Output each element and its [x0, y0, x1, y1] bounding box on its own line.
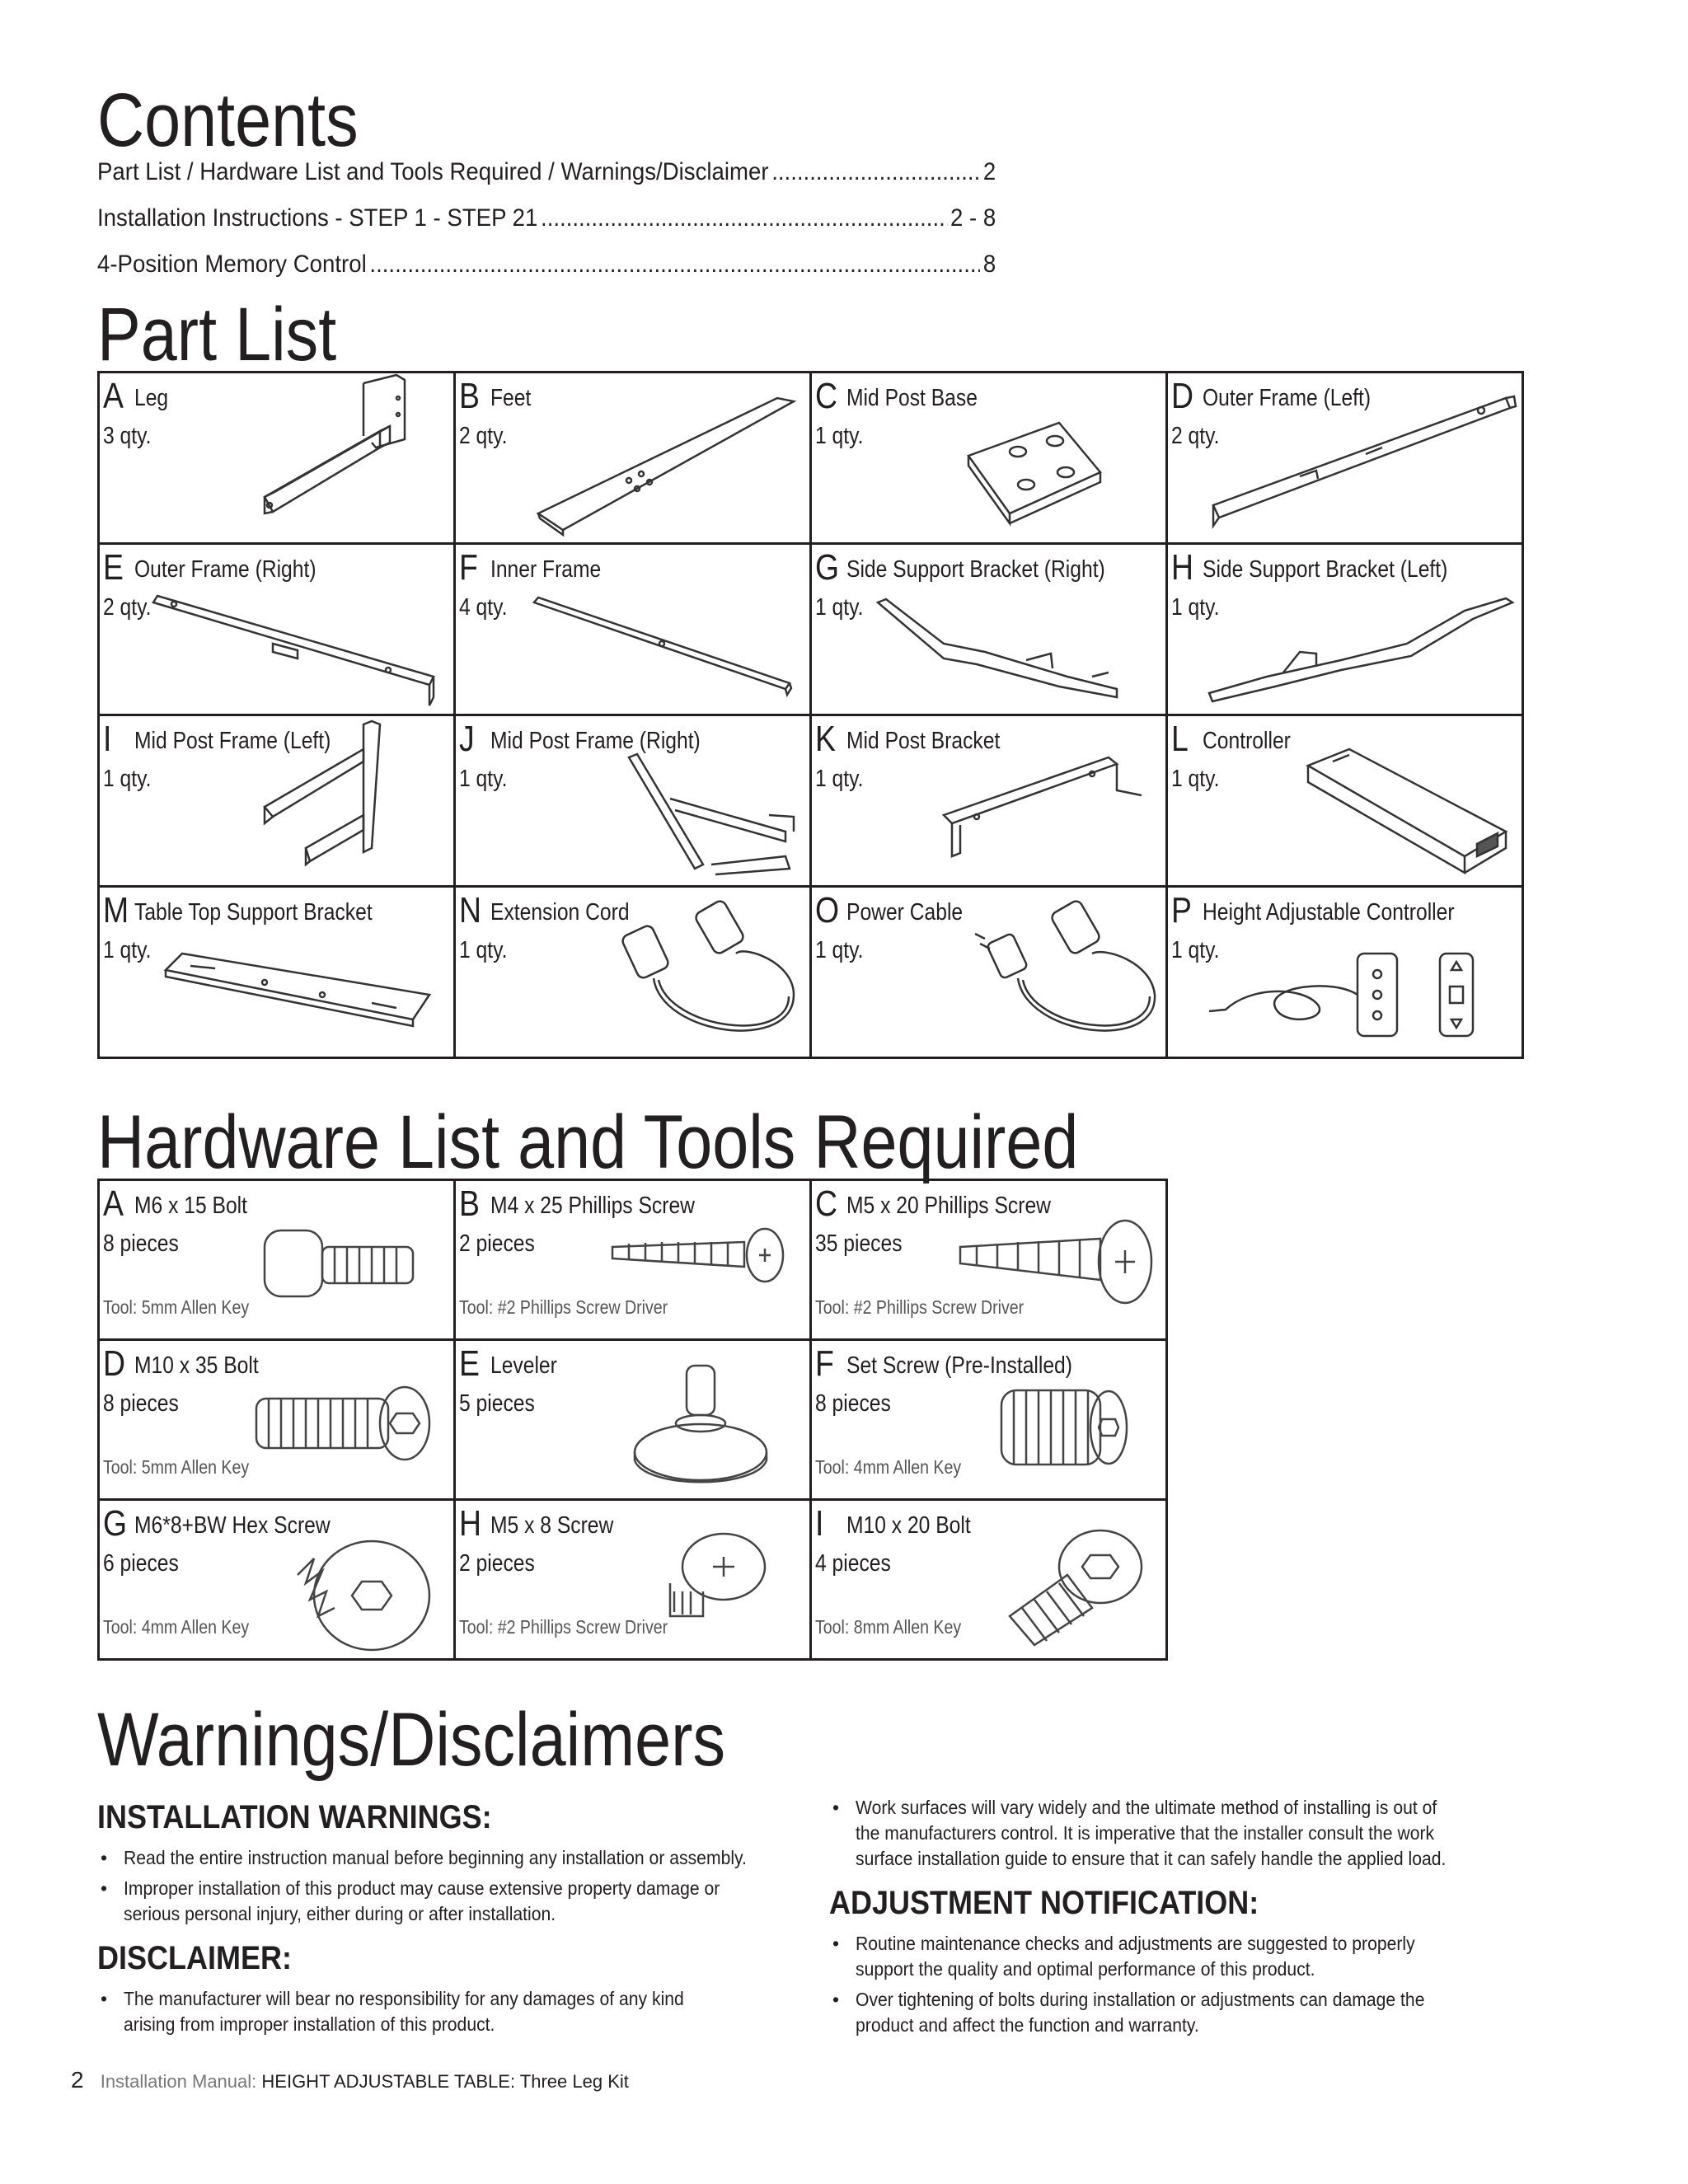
hardware-qty: 8 pieces [103, 1390, 179, 1417]
feet-illustration [530, 390, 802, 538]
hardware-name: M5 x 8 Screw [490, 1512, 614, 1539]
part-qty: 2 qty. [103, 594, 152, 621]
part-qty: 1 qty. [815, 423, 864, 449]
power-cable-illustration [968, 888, 1166, 1052]
hardware-cell-m5-phillips-screw [812, 1181, 1168, 1341]
installation-warnings-list [97, 1845, 806, 1927]
part-row [100, 373, 1524, 545]
part-letter: C [815, 376, 838, 416]
part-name: Mid Post Frame (Left) [134, 728, 331, 754]
part-name: Side Support Bracket (Left) [1203, 556, 1448, 583]
inner-frame-illustration [530, 594, 802, 710]
part-name: Mid Post Bracket [846, 728, 1001, 754]
hardware-tool: Tool: 8mm Allen Key [815, 1616, 962, 1638]
list-item [829, 1987, 1538, 2038]
hardware-row [100, 1181, 1168, 1341]
part-cell-mid-post-frame-right [456, 716, 812, 888]
hardware-tool: Tool: 5mm Allen Key [103, 1456, 250, 1478]
mid-post-frame-right-illustration [621, 749, 810, 881]
hardware-letter: G [103, 1503, 128, 1544]
hardware-qty: 8 pieces [103, 1230, 179, 1257]
part-letter: N [459, 890, 482, 930]
hardware-letter: D [103, 1343, 126, 1384]
warnings-title: Warnings/Disclaimers [97, 1698, 726, 1782]
part-letter: D [1171, 376, 1194, 416]
list-item-text: • Read the entire instruction manual before beginning any installation or assembly. [124, 1847, 747, 1868]
hardware-letter: C [815, 1183, 838, 1224]
part-letter: M [103, 890, 129, 930]
part-letter: L [1171, 719, 1189, 759]
hardware-qty: 4 pieces [815, 1550, 891, 1577]
disclaimer-heading: DISCLAIMER: [97, 1940, 292, 1976]
hardware-name: M10 x 35 Bolt [134, 1352, 259, 1379]
leveler-illustration [629, 1357, 777, 1497]
hardware-letter: H [459, 1503, 482, 1544]
part-qty: 1 qty. [815, 937, 864, 963]
part-letter: P [1171, 890, 1192, 930]
part-qty: 1 qty. [1171, 766, 1220, 792]
list-item [97, 1845, 806, 1871]
part-cell-power-cable [812, 888, 1168, 1059]
part-name: Inner Frame [490, 556, 602, 583]
hardware-letter: I [815, 1503, 824, 1544]
list-item-text: • The manufacturer will bear no responsibility for any damages of any kind arising from improper installation of this product. [124, 1988, 684, 2035]
m5-phillips-screw-illustration [952, 1214, 1158, 1321]
list-item-text: • Over tightening of bolts during installation or adjustments can damage the product and affect the function and warranty. [856, 1989, 1425, 2036]
hardware-letter: F [815, 1343, 834, 1384]
part-name: Height Adjustable Controller [1203, 899, 1455, 926]
part-row [100, 716, 1524, 888]
hardware-name: M6 x 15 Bolt [134, 1193, 248, 1219]
side-support-bracket-left-illustration [1201, 594, 1522, 710]
leg-illustration [166, 373, 446, 538]
work-surface-list [829, 1795, 1538, 1872]
hardware-name: Leveler [490, 1352, 557, 1379]
part-cell-extension-cord [456, 888, 812, 1059]
part-letter: J [459, 719, 475, 759]
part-cell-height-adjustable-controller [1168, 888, 1524, 1059]
table-of-contents [97, 158, 996, 297]
hardware-letter: B [459, 1183, 480, 1224]
part-letter: A [103, 376, 124, 416]
part-letter: I [103, 719, 112, 759]
adjustment-notification-list [829, 1931, 1538, 2038]
toc-entry-text: 4-Position Memory Control [97, 251, 367, 278]
hardware-qty: 2 pieces [459, 1230, 535, 1257]
height-adjustable-controller-illustration [1201, 937, 1522, 1052]
installation-warnings-heading: INSTALLATION WARNINGS: [97, 1799, 492, 1835]
part-letter: F [459, 547, 478, 588]
hardware-letter: E [459, 1343, 480, 1384]
set-screw-illustration [993, 1382, 1142, 1481]
hardware-title: Hardware List and Tools Required [97, 1100, 1079, 1184]
list-item [97, 1986, 806, 2037]
hardware-tool: Tool: 4mm Allen Key [815, 1456, 962, 1478]
hardware-tool: Tool: #2 Phillips Screw Driver [815, 1296, 1025, 1318]
part-name: Extension Cord [490, 899, 630, 926]
hardware-qty: 8 pieces [815, 1390, 891, 1417]
disclaimer-list [97, 1986, 806, 2037]
part-letter: K [815, 719, 836, 759]
part-qty: 1 qty. [815, 766, 864, 792]
part-cell-outer-frame-right [100, 545, 456, 716]
adjustment-notification-heading: ADJUSTMENT NOTIFICATION: [829, 1885, 1259, 1921]
hardware-cell-leveler [456, 1341, 812, 1501]
hardware-name: M4 x 25 Phillips Screw [490, 1193, 695, 1219]
part-qty: 1 qty. [815, 594, 864, 621]
part-name: Mid Post Frame (Right) [490, 728, 701, 754]
part-qty: 1 qty. [459, 937, 508, 963]
toc-entry-page: 2 - 8 [950, 204, 996, 232]
toc-leader-dots [771, 158, 980, 186]
part-cell-side-support-bracket-right [812, 545, 1168, 716]
warnings-right-column [829, 1795, 1538, 2043]
part-qty: 2 qty. [1171, 423, 1220, 449]
part-name: Power Cable [846, 899, 964, 926]
part-qty: 1 qty. [459, 766, 508, 792]
hardware-tool: Tool: 5mm Allen Key [103, 1296, 250, 1318]
controller-illustration [1300, 741, 1522, 881]
page-footer [71, 2067, 629, 2093]
part-letter: O [815, 890, 840, 930]
part-letter: G [815, 547, 840, 588]
part-qty: 1 qty. [103, 937, 152, 963]
part-row [100, 545, 1524, 716]
toc-entry [97, 251, 996, 297]
warnings-left-column [97, 1801, 806, 2042]
part-qty: 2 qty. [459, 423, 508, 449]
part-cell-outer-frame-left [1168, 373, 1524, 545]
side-support-bracket-right-illustration [870, 594, 1166, 710]
part-name: Side Support Bracket (Right) [846, 556, 1105, 583]
part-qty: 3 qty. [103, 423, 152, 449]
part-cell-mid-post-base [812, 373, 1168, 545]
part-letter: E [103, 547, 124, 588]
table-top-support-bracket-illustration [157, 945, 446, 1052]
extension-cord-illustration [612, 888, 810, 1052]
hardware-cell-m10-35-bolt [100, 1341, 456, 1501]
hardware-cell-hex-screw [100, 1501, 456, 1661]
part-row [100, 888, 1524, 1059]
list-item [829, 1931, 1538, 1982]
hardware-name: M5 x 20 Phillips Screw [846, 1193, 1051, 1219]
part-qty: 4 qty. [459, 594, 508, 621]
footer-product: HEIGHT ADJUSTABLE TABLE: Three Leg Kit [261, 2071, 629, 2092]
hardware-name: M10 x 20 Bolt [846, 1512, 971, 1539]
hardware-row [100, 1501, 1168, 1661]
m6-bolt-illustration [256, 1214, 438, 1313]
hex-screw-illustration [289, 1526, 438, 1657]
m10-20-bolt-illustration [1001, 1526, 1150, 1649]
hardware-tool: Tool: #2 Phillips Screw Driver [459, 1616, 668, 1638]
hardware-cell-set-screw [812, 1341, 1168, 1501]
list-item [829, 1795, 1538, 1872]
part-qty: 1 qty. [1171, 594, 1220, 621]
m4-phillips-screw-illustration [604, 1222, 802, 1305]
outer-frame-right-illustration [149, 594, 454, 710]
outer-frame-left-illustration [1201, 390, 1522, 538]
part-cell-leg [100, 373, 456, 545]
hardware-name: Set Screw (Pre-Installed) [846, 1352, 1072, 1379]
part-name: Outer Frame (Right) [134, 556, 316, 583]
part-qty: 1 qty. [103, 766, 152, 792]
toc-entry-page: 2 [982, 158, 996, 185]
mid-post-bracket-illustration [927, 741, 1166, 881]
part-letter: B [459, 376, 480, 416]
toc-entry [97, 204, 996, 251]
hardware-qty: 35 pieces [815, 1230, 903, 1257]
toc-entry-text: Installation Instructions - STEP 1 - STEP 21 [97, 204, 538, 232]
toc-leader-dots [369, 251, 980, 279]
mid-post-frame-left-illustration [240, 716, 429, 881]
toc-leader-dots [541, 204, 947, 232]
part-cell-controller [1168, 716, 1524, 888]
part-cell-side-support-bracket-left [1168, 545, 1524, 716]
m5-8-screw-illustration [662, 1526, 777, 1641]
list-item [97, 1876, 806, 1927]
list-item-text: • Routine maintenance checks and adjustments are suggested to properly support the quality and optimal performance of this product. [856, 1933, 1415, 1980]
part-name: Outer Frame (Left) [1203, 385, 1372, 411]
part-cell-inner-frame [456, 545, 812, 716]
hardware-qty: 6 pieces [103, 1550, 179, 1577]
contents-title: Contents [97, 78, 359, 162]
part-name: Feet [490, 385, 532, 411]
part-cell-feet [456, 373, 812, 545]
hardware-cell-m10-20-bolt [812, 1501, 1168, 1661]
footer-label: Installation Manual: [100, 2071, 257, 2092]
hardware-name: M6*8+BW Hex Screw [134, 1512, 331, 1539]
part-name: Mid Post Base [846, 385, 978, 411]
hardware-cell-m4-phillips-screw [456, 1181, 812, 1341]
hardware-qty: 5 pieces [459, 1390, 535, 1417]
page-number: 2 [71, 2067, 84, 2093]
part-list-grid [97, 371, 1524, 1059]
part-list-title: Part List [97, 293, 337, 377]
part-cell-mid-post-bracket [812, 716, 1168, 888]
m10-35-bolt-illustration [248, 1382, 446, 1473]
hardware-tool: Tool: #2 Phillips Screw Driver [459, 1296, 668, 1318]
part-name: Table Top Support Bracket [134, 899, 373, 926]
toc-entry [97, 158, 996, 204]
hardware-letter: A [103, 1183, 124, 1224]
hardware-row [100, 1341, 1168, 1501]
hardware-qty: 2 pieces [459, 1550, 535, 1577]
part-qty: 1 qty. [1171, 937, 1220, 963]
toc-entry-page: 8 [982, 251, 996, 278]
part-cell-mid-post-frame-left [100, 716, 456, 888]
part-name: Controller [1203, 728, 1291, 754]
hardware-cell-m6-bolt [100, 1181, 456, 1341]
part-cell-table-top-support-bracket [100, 888, 456, 1059]
list-item-text: • Work surfaces will vary widely and the ultimate method of installing is out of the manufacturers control. It is imperative that the installer consult the work surface installation guide to ensure that it can safely handle the applied load. [856, 1797, 1447, 1869]
hardware-cell-m5-8-screw [456, 1501, 812, 1661]
part-letter: H [1171, 547, 1194, 588]
toc-entry-text: Part List / Hardware List and Tools Required / Warnings/Disclaimer [97, 158, 769, 185]
hardware-grid [97, 1179, 1168, 1661]
hardware-tool: Tool: 4mm Allen Key [103, 1616, 250, 1638]
mid-post-base-illustration [960, 406, 1125, 538]
list-item-text: • Improper installation of this product may cause extensive property damage or serious personal injury, either during or after installation. [124, 1877, 720, 1924]
part-name: Leg [134, 385, 169, 411]
